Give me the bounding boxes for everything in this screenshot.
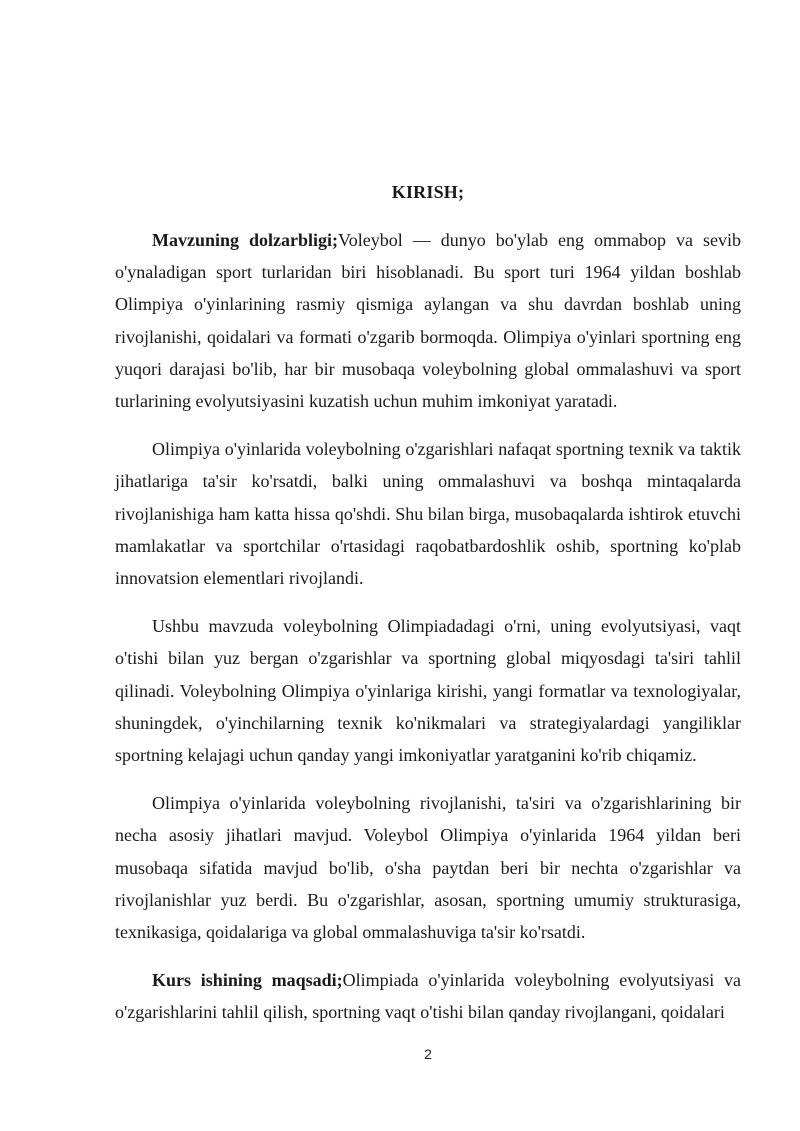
body-text	[115, 224, 741, 1045]
page-number: 2	[424, 1046, 432, 1062]
paragraph	[115, 610, 741, 771]
paragraph-lead: Mavzuning dolzarbligi;	[152, 230, 339, 250]
paragraph-text: Olimpiya o'yinlarida voleybolning rivojlanishi, ta'siri va o'zgarishlarining bir necha asosiy jihatlari mavjud. Voleybol Olimpiya o'yinlarida 1964 yildan beri musobaqa sifatida mavjud bo'lib, o'sha paytdan beri bir nechta o'zgarishlar va rivojlanishlar yuz berdi. Bu o'zgarishlar, asosan, sportning umumiy strukturasiga, texnikasiga, qoidalariga va global ommalashuviga ta'sir ko'rsatdi.	[115, 793, 741, 943]
paragraph	[115, 433, 741, 594]
paragraph-text: Olimpiada o'yinlarida voleybolning evolyutsiyasi va o'zgarishlarini tahlil qilish, sportning vaqt o'tishi bilan qanday rivojlangani, qoidalari	[115, 970, 741, 1023]
paragraph	[115, 787, 741, 948]
paragraph-text: Olimpiya o'yinlarida voleybolning o'zgarishlari nafaqat sportning texnik va taktik jihatlariga ta'sir ko'rsatdi, balki uning ommalashuvi va boshqa mintaqalarda rivojlanishiga ham katta hissa qo'shdi. Shu bilan birga, musobaqalarda ishtirok etuvchi mamlakatlar va sportchilar o'rtasidagi raqobatbardoshlik oshib, sportning ko'plab innovatsion elementlari rivojlandi.	[115, 439, 741, 589]
paragraph-text: Ushbu mavzuda voleybolning Olimpiadadagi o'rni, uning evolyutsiyasi, vaqt o'tishi bilan yuz bergan o'zgarishlar va sportning global miqyosdagi ta'siri tahlil qilinadi. Voleybolning Olimpiya o'yinlariga kirishi, yangi formatlar va texnologiyalar, shuningdek, o'yinchilarning texnik ko'nikmalari va strategiyalardagi yangiliklar sportning kelajagi uchun qanday yangi imkoniyatlar yaratganini ko'rib chiqamiz.	[115, 616, 741, 766]
paragraph-text: Voleybol — dunyo bo'ylab eng ommabop va sevib o'ynaladigan sport turlaridan biri hisoblanadi. Bu sport turi 1964 yildan boshlab Olimpiya o'yinlarining rasmiy qismiga aylangan va shu davrdan boshlab uning rivojlanishi, qoidalari va formati o'zgarib bormoqda. Olimpiya o'yinlari sportning eng yuqori darajasi bo'lib, har bir musobaqa voleybolning global ommalashuvi va sport turlarining evolyutsiyasini kuzatish uchun muhim imkoniyat yaratadi.	[115, 230, 741, 412]
paragraph	[115, 964, 741, 1028]
paragraph	[115, 224, 741, 417]
paragraph-lead: Kurs ishining maqsadi;	[152, 970, 343, 991]
section-heading: KIRISH;	[391, 182, 465, 202]
